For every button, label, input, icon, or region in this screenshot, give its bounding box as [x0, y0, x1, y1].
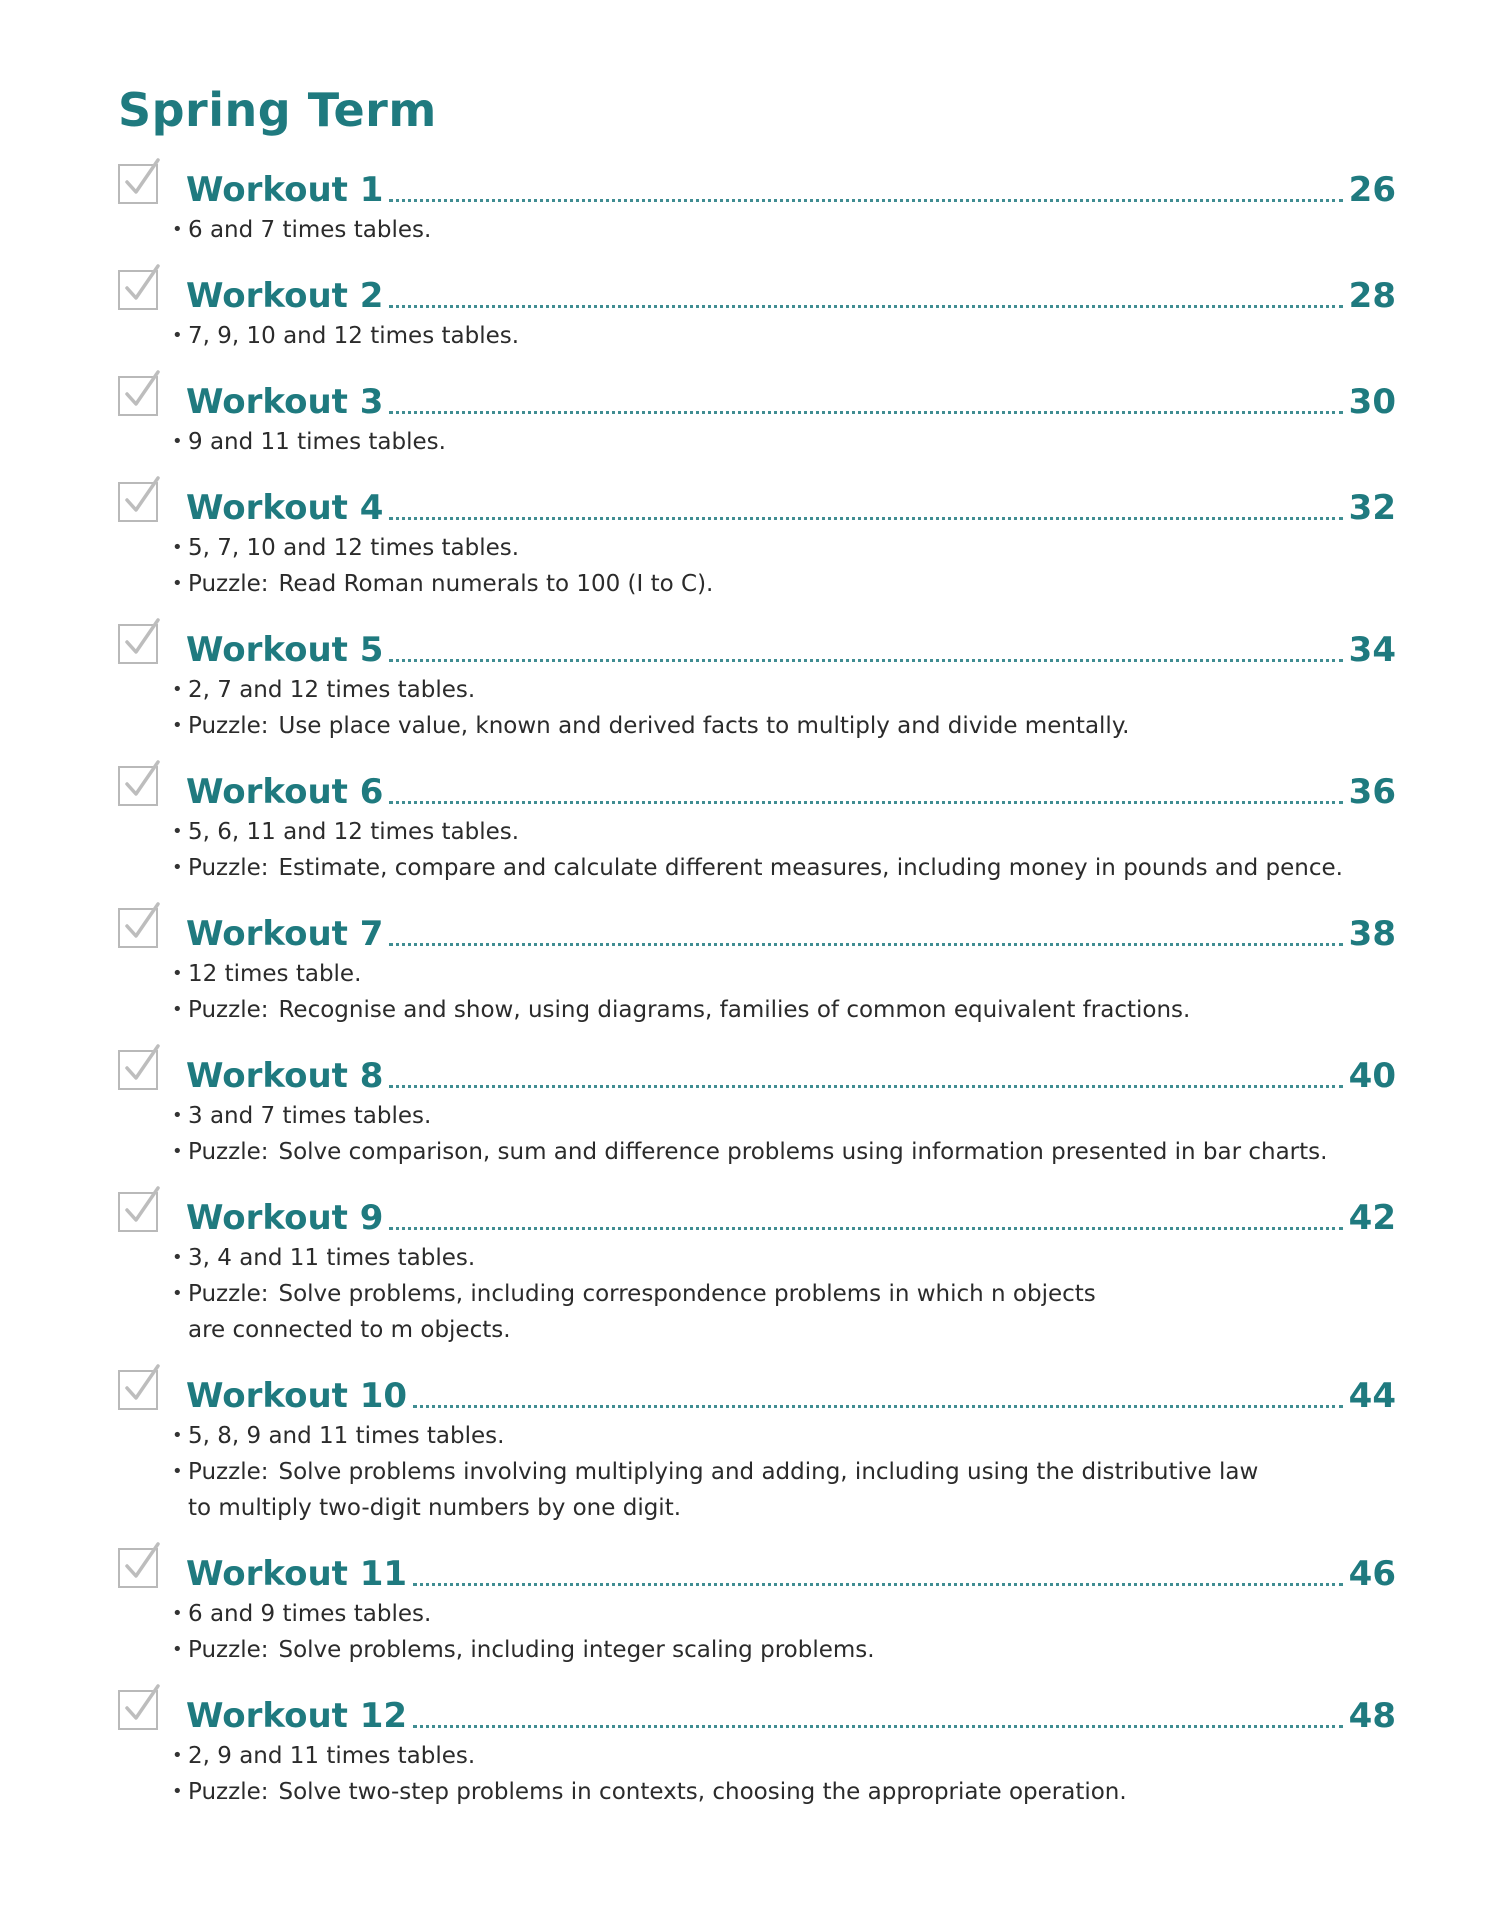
dot-leader: [389, 411, 1342, 414]
topic-text: Recognise and show, using diagrams, families of common equivalent fractions.: [278, 997, 1191, 1023]
workout-entry-header: [118, 160, 1396, 212]
workout-topics: [118, 318, 1396, 354]
topic-text: 3, 4 and 11 times tables.: [188, 1245, 476, 1271]
page-number: 30: [1348, 382, 1396, 422]
page-number: 28: [1348, 276, 1396, 316]
topic-item: [172, 1632, 1396, 1668]
workout-title: Workout 10: [186, 1376, 408, 1416]
topic-text: Solve problems, including correspondence problems in which n objects: [278, 1281, 1096, 1307]
workout-title: Workout 11: [186, 1554, 408, 1594]
page-number: 32: [1348, 488, 1396, 528]
dot-leader: [389, 199, 1342, 202]
section-title: Spring Term: [118, 83, 437, 137]
page-number: 26: [1348, 170, 1396, 210]
topic-prefix: Puzzle:: [188, 713, 269, 739]
topic-text: 5, 8, 9 and 11 times tables.: [188, 1423, 505, 1449]
workout-title-row: [186, 762, 1396, 814]
topic-text: 5, 6, 11 and 12 times tables.: [188, 819, 520, 845]
topic-item: [172, 672, 1396, 708]
workout-topics: [118, 530, 1396, 602]
workout-entry-header: [118, 1366, 1396, 1418]
workout-title: Workout 1: [186, 170, 384, 210]
workout-topics: [118, 1098, 1396, 1170]
workout-title-row: [186, 1686, 1396, 1738]
workout-title: Workout 6: [186, 772, 384, 812]
topic-text: Estimate, compare and calculate different measures, including money in pounds and pence.: [278, 855, 1343, 881]
topic-text-continued: to multiply two-digit numbers by one digit.: [188, 1495, 682, 1521]
topic-text: Solve two-step problems in contexts, choosing the appropriate operation.: [278, 1779, 1127, 1805]
topic-text: Solve comparison, sum and difference problems using information presented in bar charts.: [278, 1139, 1328, 1165]
workout-title-row: [186, 1046, 1396, 1098]
workout-topics: [118, 672, 1396, 744]
workout-topics: [118, 212, 1396, 248]
workout-title: Workout 4: [186, 488, 384, 528]
topic-text: 2, 7 and 12 times tables.: [188, 677, 476, 703]
dot-leader: [413, 1405, 1343, 1408]
workout-entry: [118, 904, 1396, 1028]
workout-title-row: [186, 266, 1396, 318]
page-number: 48: [1348, 1696, 1396, 1736]
dot-leader: [413, 1725, 1343, 1728]
topic-item: [172, 1276, 1396, 1348]
topic-item: [172, 1134, 1396, 1170]
topic-text: Use place value, known and derived facts to multiply and divide mentally.: [278, 713, 1130, 739]
workout-entry-header: [118, 266, 1396, 318]
topic-text: 6 and 7 times tables.: [188, 217, 432, 243]
topic-text: Read Roman numerals to 100 (I to C).: [278, 571, 714, 597]
topic-item: [172, 992, 1396, 1028]
workout-title: Workout 9: [186, 1198, 384, 1238]
dot-leader: [389, 801, 1342, 804]
topic-prefix: Puzzle:: [188, 997, 269, 1023]
topic-prefix: Puzzle:: [188, 1779, 269, 1805]
workout-entry: [118, 1188, 1396, 1348]
topic-item: [172, 318, 1396, 354]
page-number: 34: [1348, 630, 1396, 670]
checkmark-box-icon[interactable]: [118, 1050, 158, 1090]
workout-title: Workout 7: [186, 914, 384, 954]
topic-prefix: Puzzle:: [188, 1637, 269, 1663]
checkmark-box-icon[interactable]: [118, 164, 158, 204]
topic-text: 5, 7, 10 and 12 times tables.: [188, 535, 520, 561]
topic-item: [172, 814, 1396, 850]
workout-entry: [118, 266, 1396, 354]
checkmark-box-icon[interactable]: [118, 376, 158, 416]
checkmark-box-icon[interactable]: [118, 1192, 158, 1232]
workout-title-row: [186, 904, 1396, 956]
workout-title: Workout 8: [186, 1056, 384, 1096]
workout-entry: [118, 1544, 1396, 1668]
workout-entry-header: [118, 1686, 1396, 1738]
workout-title-row: [186, 1366, 1396, 1418]
topic-prefix: Puzzle:: [188, 1281, 269, 1307]
checkmark-box-icon[interactable]: [118, 908, 158, 948]
workout-title-row: [186, 1544, 1396, 1596]
topic-prefix: Puzzle:: [188, 855, 269, 881]
topic-item: [172, 212, 1396, 248]
topic-item: [172, 1738, 1396, 1774]
checkmark-box-icon[interactable]: [118, 1370, 158, 1410]
page-number: 40: [1348, 1056, 1396, 1096]
workout-entry-header: [118, 620, 1396, 672]
workout-title-row: [186, 372, 1396, 424]
workout-title: Workout 3: [186, 382, 384, 422]
topic-text: 3 and 7 times tables.: [188, 1103, 432, 1129]
workout-entry: [118, 160, 1396, 248]
workout-title-row: [186, 1188, 1396, 1240]
topic-text: Solve problems, including integer scaling problems.: [278, 1637, 875, 1663]
topic-item: [172, 424, 1396, 460]
topic-item: [172, 566, 1396, 602]
workout-title-row: [186, 478, 1396, 530]
topic-prefix: Puzzle:: [188, 1459, 269, 1485]
workout-topics: [118, 1418, 1396, 1526]
checkmark-box-icon[interactable]: [118, 1548, 158, 1588]
topic-item: [172, 956, 1396, 992]
workout-entry: [118, 1366, 1396, 1526]
topic-item: [172, 1596, 1396, 1632]
checkmark-box-icon[interactable]: [118, 766, 158, 806]
topic-text: 12 times table.: [188, 961, 362, 987]
workout-title: Workout 12: [186, 1696, 408, 1736]
topic-item: [172, 1098, 1396, 1134]
topic-item: [172, 1454, 1396, 1526]
workout-topics: [118, 956, 1396, 1028]
workout-title-row: [186, 160, 1396, 212]
topic-prefix: Puzzle:: [188, 1139, 269, 1165]
workout-entry-header: [118, 478, 1396, 530]
topic-text: 9 and 11 times tables.: [188, 429, 446, 455]
workout-topics: [118, 1240, 1396, 1348]
dot-leader: [389, 305, 1342, 308]
dot-leader: [389, 1085, 1342, 1088]
dot-leader: [389, 659, 1342, 662]
workout-entry-header: [118, 1188, 1396, 1240]
topic-text: Solve problems involving multiplying and adding, including using the distributive law: [278, 1459, 1259, 1485]
page-number: 42: [1348, 1198, 1396, 1238]
page-number: 38: [1348, 914, 1396, 954]
dot-leader: [413, 1583, 1343, 1586]
topic-item: [172, 1240, 1396, 1276]
topic-text: 6 and 9 times tables.: [188, 1601, 432, 1627]
topic-item: [172, 1774, 1396, 1810]
topic-prefix: Puzzle:: [188, 571, 269, 597]
workout-topics: [118, 1596, 1396, 1668]
workout-entry: [118, 620, 1396, 744]
workout-topics: [118, 424, 1396, 460]
page-number: 36: [1348, 772, 1396, 812]
checkmark-box-icon[interactable]: [118, 624, 158, 664]
workout-entry-header: [118, 372, 1396, 424]
dot-leader: [389, 943, 1342, 946]
workout-entry: [118, 372, 1396, 460]
workout-list: [118, 160, 1396, 1810]
workout-entry: [118, 762, 1396, 886]
workout-title: Workout 2: [186, 276, 384, 316]
workout-entry-header: [118, 904, 1396, 956]
workout-title: Workout 5: [186, 630, 384, 670]
dot-leader: [389, 517, 1342, 520]
topic-text: 7, 9, 10 and 12 times tables.: [188, 323, 520, 349]
topic-item: [172, 708, 1396, 744]
contents-page: [118, 82, 1396, 1828]
workout-topics: [118, 814, 1396, 886]
checkmark-box-icon[interactable]: [118, 270, 158, 310]
page-number: 46: [1348, 1554, 1396, 1594]
topic-text: 2, 9 and 11 times tables.: [188, 1743, 476, 1769]
checkmark-box-icon[interactable]: [118, 1690, 158, 1730]
workout-entry-header: [118, 1544, 1396, 1596]
page-number: 44: [1348, 1376, 1396, 1416]
checkmark-box-icon[interactable]: [118, 482, 158, 522]
workout-entry: [118, 478, 1396, 602]
workout-topics: [118, 1738, 1396, 1810]
topic-item: [172, 850, 1396, 886]
workout-title-row: [186, 620, 1396, 672]
workout-entry: [118, 1046, 1396, 1170]
workout-entry-header: [118, 1046, 1396, 1098]
topic-text-continued: are connected to m objects.: [188, 1317, 511, 1343]
workout-entry-header: [118, 762, 1396, 814]
topic-item: [172, 530, 1396, 566]
dot-leader: [389, 1227, 1342, 1230]
workout-entry: [118, 1686, 1396, 1810]
topic-item: [172, 1418, 1396, 1454]
